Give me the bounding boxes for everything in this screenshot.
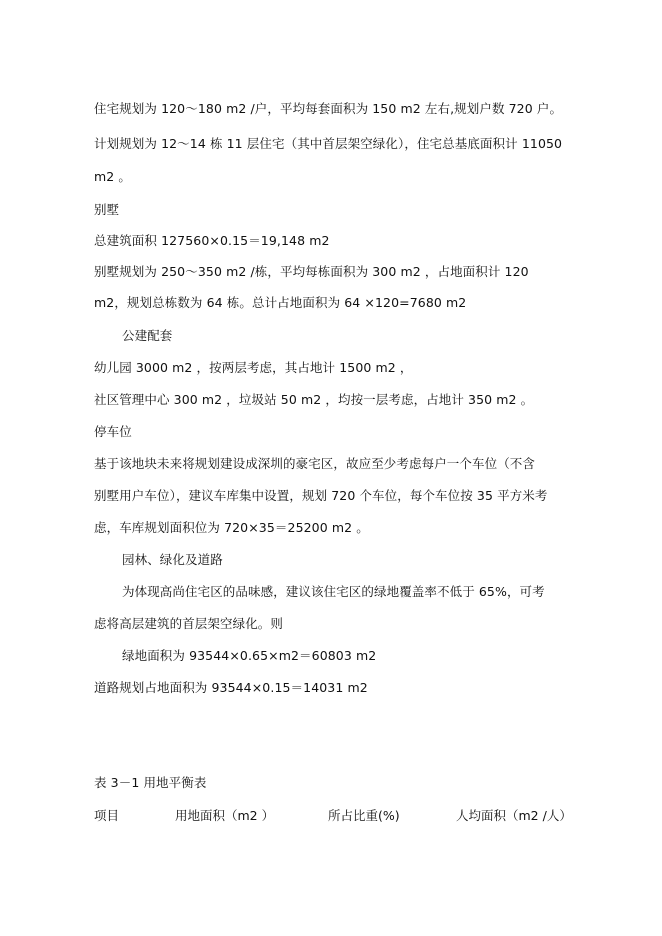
table-header-per-capita: 人均面积（m2 /人） <box>456 808 572 823</box>
text-line-greening-1: 为体现高尚住宅区的品味感，建议该住宅区的绿地覆盖率不低于 65%，可考 <box>122 584 545 599</box>
text-line-base-area-unit: m2 。 <box>94 169 132 184</box>
section-heading-public-facilities: 公建配套 <box>122 328 173 343</box>
text-line-villa-plan: 别墅规划为 250～350 m2 /栋，平均每栋面积为 300 m2 ，占地面积计 120 <box>94 264 529 279</box>
text-line-kindergarten: 幼儿园 3000 m2 ，按两层考虑，其占地计 1500 m2 ， <box>94 360 413 375</box>
section-heading-landscape: 园林、绿化及道路 <box>122 552 223 567</box>
text-line-total-floor-area: 总建筑面积 127560×0.15＝19,148 m2 <box>94 233 330 248</box>
text-line-green-area: 绿地面积为 93544×0.65×m2＝60803 m2 <box>122 648 377 663</box>
table-header-item: 项目 <box>94 808 120 823</box>
text-line-road-area: 道路规划占地面积为 93544×0.15＝14031 m2 <box>94 680 368 695</box>
text-line-building-plan: 计划规划为 12～14 栋 11 层住宅（其中首层架空绿化），住宅总基底面积计 11050 <box>94 136 563 151</box>
table-header-proportion: 所占比重(%) <box>328 808 400 823</box>
text-line-parking-2: 别墅用户车位），建议车库集中设置，规划 720 个车位，每个车位按 35 平方米考 <box>94 488 548 503</box>
text-line-community-center: 社区管理中心 300 m2 ，垃圾站 50 m2 ，均按一层考虑，占地计 350 m2 。 <box>94 392 534 407</box>
text-line-parking-1: 基于该地块未来将规划建设成深圳的豪宅区，故应至少考虑每户一个车位（不含 <box>94 456 536 471</box>
section-heading-villa: 别墅 <box>94 202 120 217</box>
table-caption: 表 3－1 用地平衡表 <box>94 775 207 790</box>
table-header-land-area: 用地面积（m2 ） <box>175 808 275 823</box>
text-line-parking-3: 虑，车库规划面积位为 720×35＝25200 m2 。 <box>94 520 369 535</box>
text-line-villa-count: m2，规划总栋数为 64 栋。总计占地面积为 64 ×120=7680 m2 <box>94 295 467 310</box>
text-line-residential-plan: 住宅规划为 120～180 m2 /户，平均每套面积为 150 m2 左右,规划户数 720 户。 <box>94 101 563 116</box>
text-line-greening-2: 虑将高层建筑的首层架空绿化。则 <box>94 616 284 631</box>
section-heading-parking: 停车位 <box>94 424 132 439</box>
